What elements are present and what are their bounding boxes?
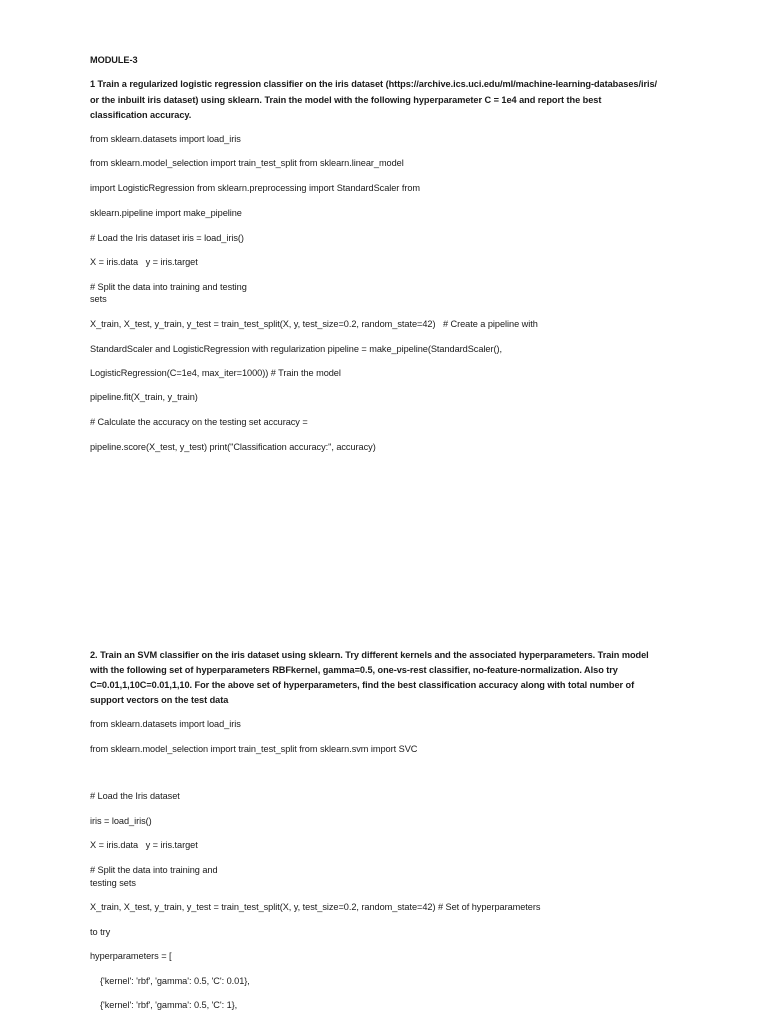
q1-code-line: sklearn.pipeline import make_pipeline [90, 208, 242, 218]
q1-code-line: LogisticRegression(C=1e4, max_iter=1000)) # Train the model [90, 368, 341, 378]
q2-code-line: {'kernel': 'rbf', 'gamma': 0.5, 'C': 1}, [90, 1000, 238, 1010]
q1-code-line: # Calculate the accuracy on the testing set accuracy = [90, 417, 308, 427]
q1-code-line: # Load the Iris dataset iris = load_iris() [90, 233, 244, 243]
q1-question-line: or the inbuilt iris dataset) using sklearn. Train the model with the following hyperparameter C = 1e4 and report the best [90, 95, 602, 105]
q2-question-line: with the following set of hyperparameters RBFkernel, gamma=0.5, one-vs-rest classifier, no-feature-normalization. Also try [90, 665, 618, 675]
q1-code-line: X = iris.data y = iris.target [90, 257, 198, 267]
q2-code-line: # Load the Iris dataset [90, 791, 180, 801]
q1-code-line: StandardScaler and LogisticRegression with regularization pipeline = make_pipeline(StandardScaler(), [90, 344, 502, 354]
q1-code-line: pipeline.fit(X_train, y_train) [90, 392, 198, 402]
q1-code-line: X_train, X_test, y_train, y_test = train_test_split(X, y, test_size=0.2, random_state=42) # Create a pipeline with [90, 319, 538, 329]
q2-code-line: {'kernel': 'rbf', 'gamma': 0.5, 'C': 0.01}, [90, 976, 250, 986]
q1-code-line: # Split the data into training and testing [90, 282, 247, 292]
q2-code-line: iris = load_iris() [90, 816, 152, 826]
module-title: MODULE-3 [90, 55, 138, 65]
q1-code-line: sets [90, 294, 107, 304]
q1-code-line: from sklearn.datasets import load_iris [90, 134, 241, 144]
q2-question-line: support vectors on the test data [90, 695, 229, 705]
q2-code-line: X = iris.data y = iris.target [90, 840, 198, 850]
q1-question-line: 1 Train a regularized logistic regression classifier on the iris dataset (https://archive.ics.uci.edu/ml/machine-learning-databases/iris/ [90, 79, 658, 89]
q2-code-line: # Split the data into training and [90, 865, 218, 875]
q2-question-line: C=0.01,1,10C=0.01,1,10. For the above set of hyperparameters, find the best classification accuracy along with total number of [90, 680, 635, 690]
q2-code-line: hyperparameters = [ [90, 951, 172, 961]
q2-code-line: from sklearn.datasets import load_iris [90, 719, 241, 729]
q1-code-line: from sklearn.model_selection import train_test_split from sklearn.linear_model [90, 158, 404, 168]
q1-question-line: classification accuracy. [90, 110, 192, 120]
q2-code-line: testing sets [90, 878, 136, 888]
q1-code-line: pipeline.score(X_test, y_test) print("Classification accuracy:", accuracy) [90, 442, 376, 452]
q2-code-line: from sklearn.model_selection import train_test_split from sklearn.svm import SVC [90, 744, 418, 754]
q1-code-line: import LogisticRegression from sklearn.preprocessing import StandardScaler from [90, 183, 420, 193]
q2-code-line: X_train, X_test, y_train, y_test = train_test_split(X, y, test_size=0.2, random_state=42) # Set of hyperparameters [90, 902, 541, 912]
q2-question-line: 2. Train an SVM classifier on the iris dataset using sklearn. Try different kernels and the associated hyperparameters. Train model [90, 650, 649, 660]
q2-code-line: to try [90, 927, 111, 937]
